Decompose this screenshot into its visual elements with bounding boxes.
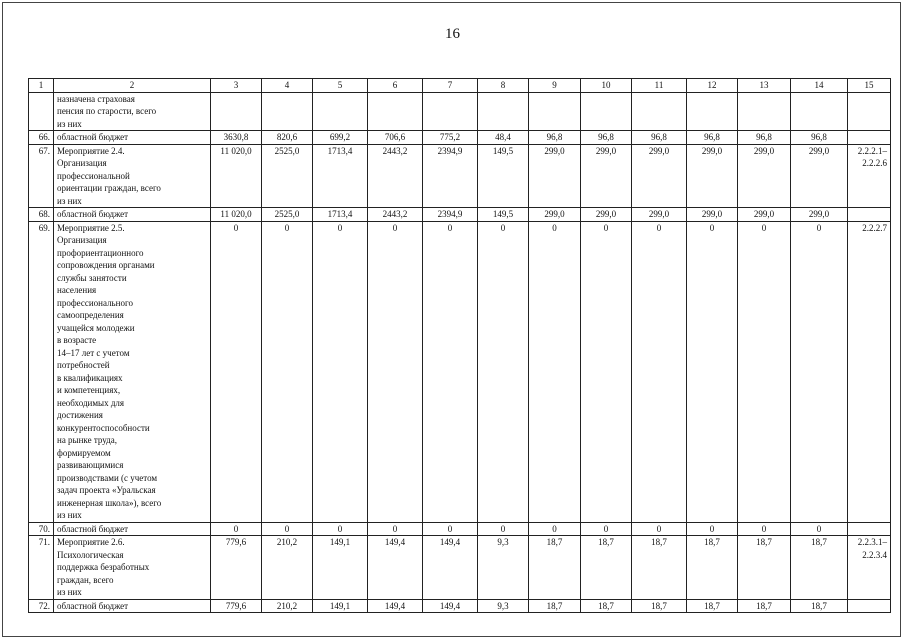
description-line: в квалификациях xyxy=(57,372,123,383)
value-cell: 18,7 xyxy=(738,536,791,600)
row-number-cell: 71. xyxy=(29,536,54,600)
value-cell: 149,1 xyxy=(313,536,368,600)
value-cell: 0 xyxy=(262,221,313,522)
value-cell: 775,2 xyxy=(423,131,478,145)
target-code-cell xyxy=(848,221,891,522)
row-description-cell xyxy=(54,221,211,522)
description-line: Организация xyxy=(57,235,107,245)
description-line: в возрасте xyxy=(57,335,97,345)
row-description-cell xyxy=(54,144,211,208)
table-row xyxy=(29,221,891,522)
description-line: сопровождения органами xyxy=(57,260,155,270)
column-header: 9 xyxy=(529,79,581,93)
row-number-cell: 70. xyxy=(29,522,54,536)
value-cell: 0 xyxy=(632,221,687,522)
value-cell: 2443,2 xyxy=(368,144,423,208)
value-cell: 1713,4 xyxy=(313,144,368,208)
value-cell: 96,8 xyxy=(529,131,581,145)
description-line: областной бюджет xyxy=(57,600,129,611)
table-row xyxy=(29,131,891,145)
description-line: профориентационного xyxy=(57,247,144,258)
value-cell: 299,0 xyxy=(687,208,738,222)
target-code-cell xyxy=(848,522,891,536)
value-cell: 299,0 xyxy=(687,144,738,208)
table-row xyxy=(29,536,891,600)
value-cell: 299,0 xyxy=(791,208,848,222)
row-number-cell: 69. xyxy=(29,221,54,522)
description-line: потребностей xyxy=(57,360,110,370)
column-header: 11 xyxy=(632,79,687,93)
column-header: 4 xyxy=(262,79,313,93)
row-description-cell xyxy=(54,131,211,145)
value-cell: 299,0 xyxy=(581,144,632,208)
value-cell: 299,0 xyxy=(632,208,687,222)
value-cell: 0 xyxy=(478,221,529,522)
value-cell: 0 xyxy=(211,221,262,522)
value-cell: 9,3 xyxy=(478,599,529,613)
target-code-line: 2.2.3.4 xyxy=(862,549,887,560)
value-cell: 210,2 xyxy=(262,536,313,600)
description-line: самоопределения xyxy=(57,310,124,320)
value-cell: 0 xyxy=(423,522,478,536)
value-cell xyxy=(738,92,791,131)
value-cell: 18,7 xyxy=(687,599,738,613)
value-cell: 149,5 xyxy=(478,208,529,222)
value-cell: 0 xyxy=(368,221,423,522)
value-cell: 96,8 xyxy=(581,131,632,145)
value-cell xyxy=(313,92,368,131)
value-cell: 699,2 xyxy=(313,131,368,145)
value-cell: 149,4 xyxy=(423,599,478,613)
value-cell: 18,7 xyxy=(529,536,581,600)
value-cell: 0 xyxy=(313,221,368,522)
table-row xyxy=(29,144,891,208)
description-line: развивающимися xyxy=(57,460,124,470)
value-cell: 0 xyxy=(313,522,368,536)
column-header: 1 xyxy=(29,79,54,93)
value-cell: 149,5 xyxy=(478,144,529,208)
value-cell: 2394,9 xyxy=(423,208,478,222)
value-cell: 706,6 xyxy=(368,131,423,145)
value-cell: 299,0 xyxy=(529,144,581,208)
value-cell: 2394,9 xyxy=(423,144,478,208)
value-cell: 299,0 xyxy=(738,208,791,222)
value-cell: 0 xyxy=(423,221,478,522)
value-cell: 48,4 xyxy=(478,131,529,145)
row-description-cell xyxy=(54,208,211,222)
value-cell: 0 xyxy=(687,221,738,522)
value-cell: 299,0 xyxy=(791,144,848,208)
value-cell: 0 xyxy=(581,221,632,522)
target-code-cell xyxy=(848,599,891,613)
table-row xyxy=(29,599,891,613)
target-code-line: 2.2.3.1– xyxy=(857,537,887,547)
description-line: инженерная школа»), всего xyxy=(57,497,162,508)
column-header: 14 xyxy=(791,79,848,93)
table-row xyxy=(29,522,891,536)
description-line: из них xyxy=(57,587,82,597)
value-cell: 149,4 xyxy=(423,536,478,600)
description-line: населения xyxy=(57,285,97,295)
value-cell: 18,7 xyxy=(791,599,848,613)
value-cell: 2525,0 xyxy=(262,208,313,222)
value-cell: 18,7 xyxy=(791,536,848,600)
value-cell xyxy=(211,92,262,131)
target-code-cell xyxy=(848,131,891,145)
row-description-cell xyxy=(54,522,211,536)
value-cell: 96,8 xyxy=(632,131,687,145)
description-line: назначена страховая xyxy=(57,93,135,104)
description-line: достижения xyxy=(57,410,103,420)
description-line: 14–17 лет с учетом xyxy=(57,347,130,358)
description-line: формируемом xyxy=(57,447,111,458)
value-cell: 0 xyxy=(529,221,581,522)
value-cell: 0 xyxy=(632,522,687,536)
description-line: задач проекта «Уральская xyxy=(57,485,156,495)
column-header: 10 xyxy=(581,79,632,93)
value-cell: 96,8 xyxy=(687,131,738,145)
description-line: профессиональной xyxy=(57,170,130,181)
target-code-line: 2.2.2.7 xyxy=(862,222,887,233)
description-line: на рынке труда, xyxy=(57,435,117,445)
value-cell: 0 xyxy=(738,221,791,522)
row-description-cell xyxy=(54,536,211,600)
value-cell: 0 xyxy=(211,522,262,536)
description-line: из них xyxy=(57,118,82,129)
value-cell: 149,4 xyxy=(368,536,423,600)
value-cell: 11 020,0 xyxy=(211,144,262,208)
value-cell: 299,0 xyxy=(738,144,791,208)
value-cell: 9,3 xyxy=(478,536,529,600)
value-cell xyxy=(368,92,423,131)
description-line: областной бюджет xyxy=(57,523,129,534)
description-line: граждан, всего xyxy=(57,574,114,585)
description-line: производствами (с учетом xyxy=(57,472,158,483)
value-cell: 3630,8 xyxy=(211,131,262,145)
value-cell xyxy=(423,92,478,131)
column-header: 8 xyxy=(478,79,529,93)
table-row xyxy=(29,92,891,131)
value-cell: 18,7 xyxy=(632,536,687,600)
description-line: Мероприятие 2.6. xyxy=(57,537,125,547)
description-line: областной бюджет xyxy=(57,209,129,219)
value-cell: 2525,0 xyxy=(262,144,313,208)
value-cell: 18,7 xyxy=(581,536,632,600)
table-row xyxy=(29,208,891,222)
value-cell: 18,7 xyxy=(687,536,738,600)
value-cell: 779,6 xyxy=(211,536,262,600)
value-cell: 149,1 xyxy=(313,599,368,613)
column-header: 6 xyxy=(368,79,423,93)
value-cell: 0 xyxy=(687,522,738,536)
row-number-cell: 67. xyxy=(29,144,54,208)
value-cell: 11 020,0 xyxy=(211,208,262,222)
value-cell xyxy=(478,92,529,131)
value-cell: 0 xyxy=(478,522,529,536)
value-cell xyxy=(791,92,848,131)
value-cell: 0 xyxy=(262,522,313,536)
value-cell: 299,0 xyxy=(529,208,581,222)
value-cell xyxy=(529,92,581,131)
description-line: областной бюджет xyxy=(57,132,129,142)
description-line: пенсия по старости, всего xyxy=(57,106,157,116)
value-cell: 149,4 xyxy=(368,599,423,613)
value-cell xyxy=(687,92,738,131)
value-cell: 820,6 xyxy=(262,131,313,145)
description-line: профессионального xyxy=(57,297,133,308)
value-cell: 18,7 xyxy=(632,599,687,613)
target-code-cell xyxy=(848,92,891,131)
value-cell: 0 xyxy=(791,522,848,536)
description-line: необходимых для xyxy=(57,397,125,408)
value-cell: 210,2 xyxy=(262,599,313,613)
value-cell xyxy=(581,92,632,131)
value-cell: 18,7 xyxy=(581,599,632,613)
column-header: 5 xyxy=(313,79,368,93)
column-header: 13 xyxy=(738,79,791,93)
value-cell: 2443,2 xyxy=(368,208,423,222)
description-line: Психологическая xyxy=(57,549,124,560)
description-line: службы занятости xyxy=(57,272,127,283)
description-line: конкурентоспособности xyxy=(57,422,150,433)
description-line: из них xyxy=(57,195,82,206)
value-cell: 0 xyxy=(738,522,791,536)
value-cell: 299,0 xyxy=(581,208,632,222)
row-number-cell: 72. xyxy=(29,599,54,613)
budget-table xyxy=(28,78,891,613)
description-line: и компетенциях, xyxy=(57,385,121,395)
value-cell xyxy=(262,92,313,131)
target-code-cell xyxy=(848,536,891,600)
target-code-cell xyxy=(848,144,891,208)
column-header: 7 xyxy=(423,79,478,93)
column-header: 2 xyxy=(54,79,211,93)
description-line: из них xyxy=(57,510,82,520)
column-header: 12 xyxy=(687,79,738,93)
row-number-cell: 68. xyxy=(29,208,54,222)
description-line: учащейся молодежи xyxy=(57,322,135,333)
value-cell: 0 xyxy=(529,522,581,536)
description-line: Мероприятие 2.5. xyxy=(57,222,125,233)
value-cell: 0 xyxy=(368,522,423,536)
value-cell: 0 xyxy=(791,221,848,522)
row-number-cell: 66. xyxy=(29,131,54,145)
value-cell: 96,8 xyxy=(738,131,791,145)
target-code-cell xyxy=(848,208,891,222)
page-number: 16 xyxy=(445,26,460,42)
value-cell: 96,8 xyxy=(791,131,848,145)
description-line: поддержка безработных xyxy=(57,562,150,572)
value-cell: 1713,4 xyxy=(313,208,368,222)
row-description-cell xyxy=(54,92,211,131)
target-code-line: 2.2.2.1– xyxy=(857,145,887,156)
value-cell: 18,7 xyxy=(738,599,791,613)
value-cell xyxy=(632,92,687,131)
value-cell: 779,6 xyxy=(211,599,262,613)
value-cell: 18,7 xyxy=(529,599,581,613)
column-header: 15 xyxy=(848,79,891,93)
description-line: ориентации граждан, всего xyxy=(57,183,161,193)
description-line: Мероприятие 2.4. xyxy=(57,145,125,156)
value-cell: 299,0 xyxy=(632,144,687,208)
row-description-cell xyxy=(54,599,211,613)
target-code-line: 2.2.2.6 xyxy=(862,158,887,168)
column-header: 3 xyxy=(211,79,262,93)
description-line: Организация xyxy=(57,158,107,168)
row-number-cell xyxy=(29,92,54,131)
value-cell: 0 xyxy=(581,522,632,536)
table-header-row xyxy=(29,79,891,93)
